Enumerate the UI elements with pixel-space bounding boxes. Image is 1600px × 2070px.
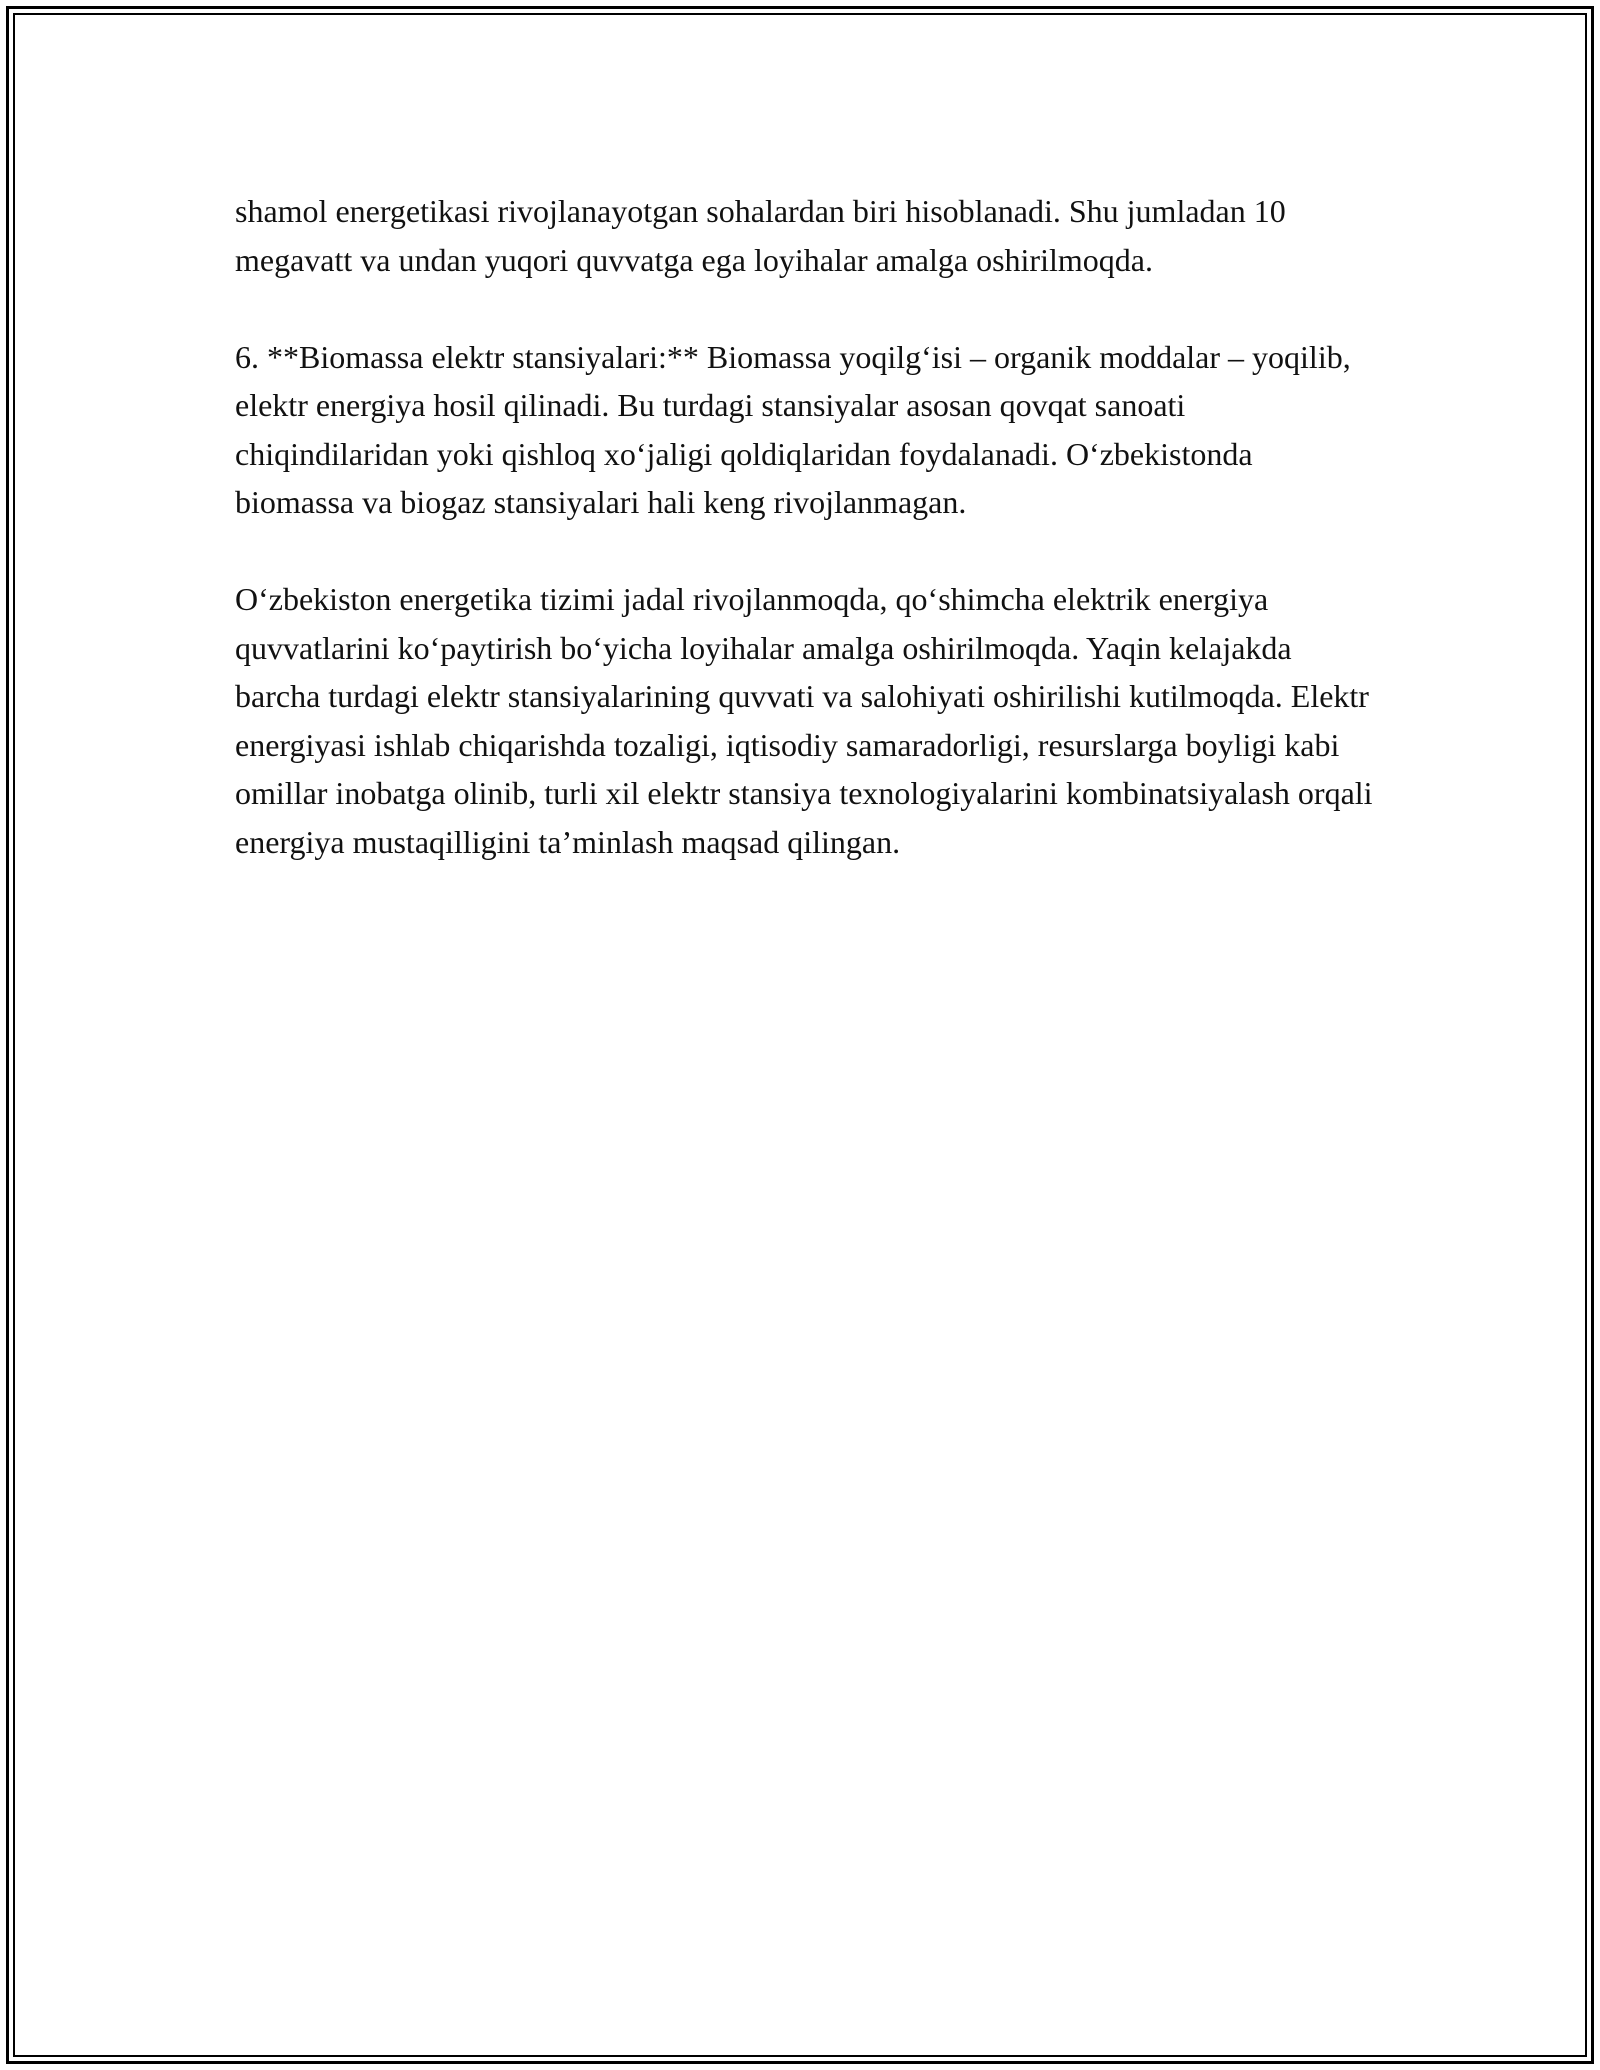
paragraph-biomass-stations: 6. **Biomassa elektr stansiyalari:** Biomassa yoqilg‘isi – organik moddalar – yoqilib, elektr energiya hosil qilinadi. Bu turdagi stansiyalar asosan qovqat sanoati chiqindilaridan yoki qishloq xo‘jaligi qoldiqlaridan foydalanadi. O‘zbekistonda biomassa va biogaz stansiyalari hali keng rivojlanmagan.: [235, 338, 1351, 520]
paragraph-energy-system-summary: O‘zbekiston energetika tizimi jadal rivojlanmoqda, qo‘shimcha elektrik energiya quvvatlarini ko‘paytirish bo‘yicha loyihalar amalga oshirilmoqda. Yaqin kelajakda barcha turdagi elektr stansiyalarining quvvati va salohiyati oshirilishi kutilmoqda. Elektr energiyasi ishlab chiqarishda tozaligi, iqtisodiy samaradorligi, resurslarga boyligi kabi omillar inobatga olinib, turli xil elektr stansiya texnologiyalarini kombinatsiyalash orqali energiya mustaqilligini ta’minlash maqsad qilingan.: [235, 581, 1373, 860]
paragraph-wind-energy: shamol energetikasi rivojlanayotgan sohalardan biri hisoblanadi. Shu jumladan 10 megavatt va undan yuqori quvvatga ega loyihalar amalga oshirilmoqda.: [235, 193, 1286, 278]
document-body: [235, 187, 1375, 915]
